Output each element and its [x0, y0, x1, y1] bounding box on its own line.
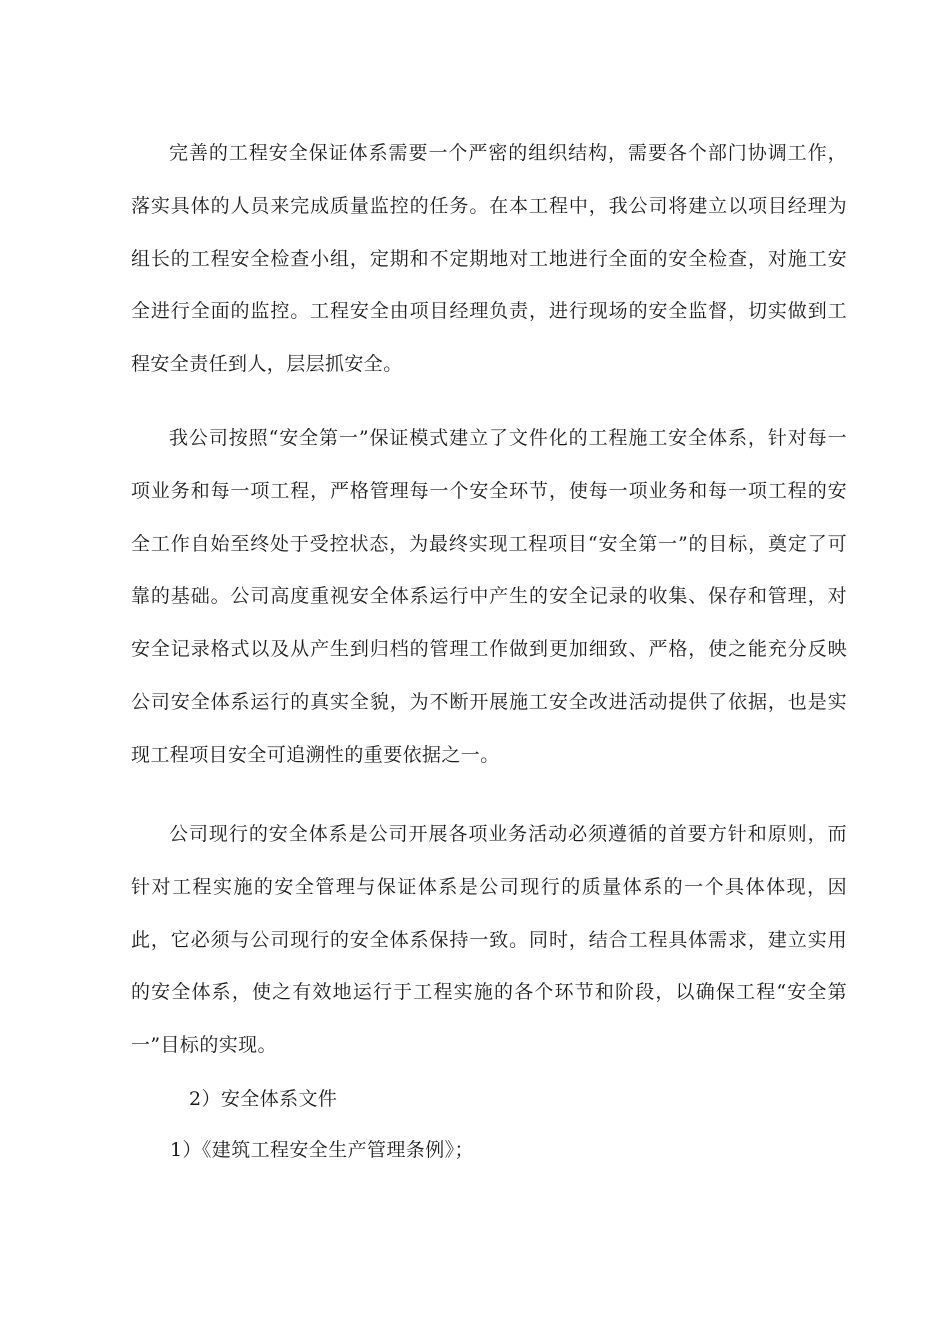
- paragraph-safety-organization: 完善的工程安全保证体系需要一个严密的组织结构，需要各个部门协调工作，落实具体的人员来完成质量监控的任务。在本工程中，我公司将建立以项目经理为组长的工程安全检查小组，定期和不定期地对工地进行全面的安全检查，对施工安全进行全面的监控。工程安全由项目经理负责，进行现场的安全监督，切实做到工程安全责任到人，层层抓安全。: [131, 142, 847, 376]
- list-item-regulation: 1）《建筑工程安全生产管理条例》；: [170, 1139, 474, 1161]
- paragraph-safety-system: 我公司按照“安全第一”保证模式建立了文件化的工程施工安全体系，针对每一项业务和每一项工程，严格管理每一个安全环节，使每一项业务和每一项工程的安全工作自始至终处于受控状态，为最终实现工程项目“安全第一”的目标，奠定了可靠的基础。公司高度重视安全体系运行中产生的安全记录的收集、保存和管理，对安全记录格式以及从产生到归档的管理工作做到更加细致、严格，使之能充分反映公司安全体系运行的真实全貌，为不断开展施工安全改进活动提供了依据，也是实现工程项目安全可追溯性的重要依据之一。: [131, 427, 847, 766]
- paragraph-current-system: 公司现行的安全体系是公司开展各项业务活动必须遵循的首要方针和原则，而针对工程实施的安全管理与保证体系是公司现行的质量体系的一个具体体现，因此，它必须与公司现行的安全体系保持一致。同时，结合工程具体需求，建立实用的安全体系，使之有效地运行于工程实施的各个环节和阶段，以确保工程“安全第一”目标的实现。: [131, 823, 847, 1057]
- section-heading: 2）安全体系文件: [189, 1088, 338, 1110]
